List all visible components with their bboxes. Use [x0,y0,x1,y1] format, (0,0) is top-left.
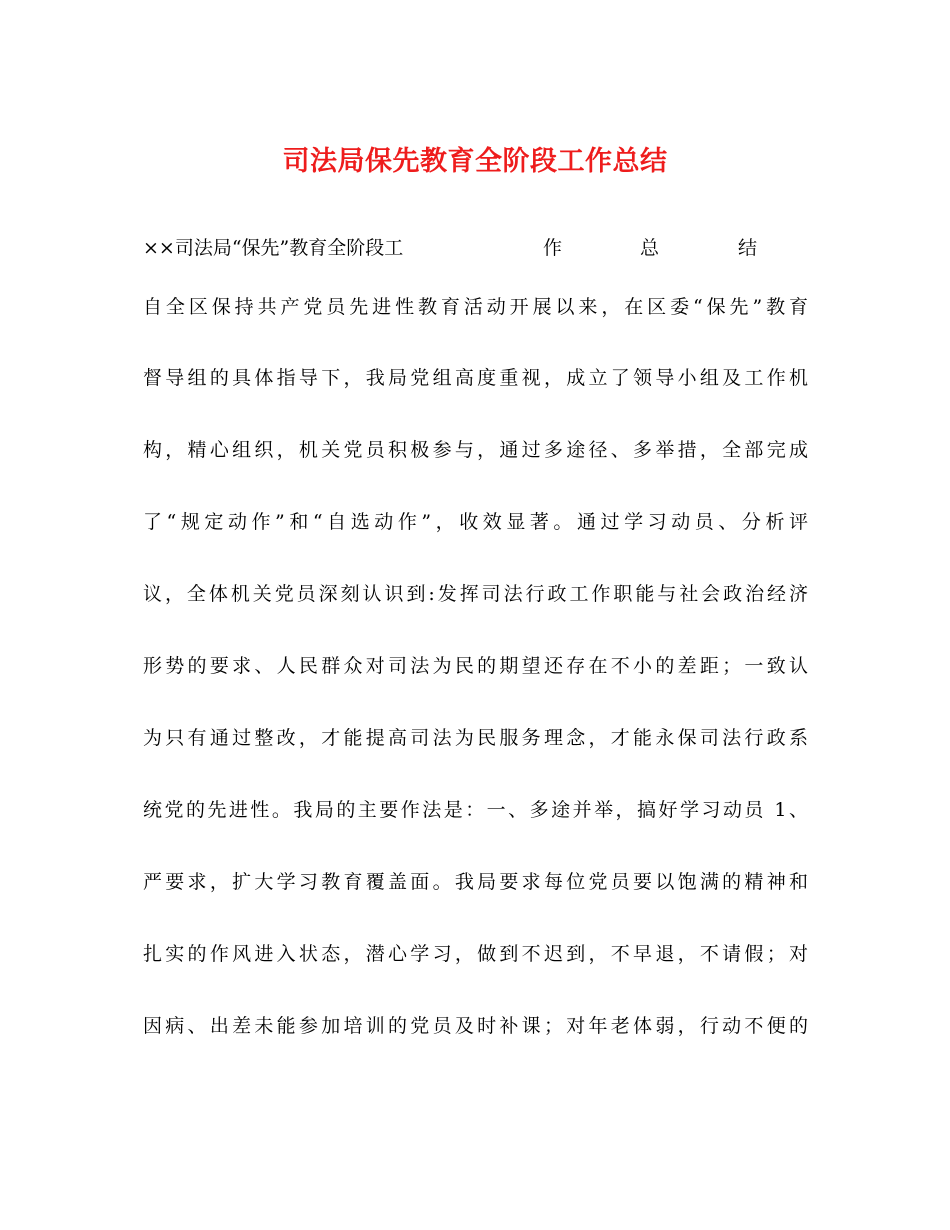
body-line: 自全区保持共产党员先进性教育活动开展以来，在区委“保先”教育 [143,296,808,318]
subtitle-char-3: 结 [738,237,758,259]
body-line: 为只有通过整改，才能提高司法为民服务理念，才能永保司法行政系 [143,727,808,749]
body-line: 扎实的作风进入状态，潜心学习，做到不迟到，不早退，不请假；对 [143,943,808,965]
body-line: 议，全体机关党员深刻认识到:发挥司法行政工作职能与社会政治经济 [143,583,808,605]
body-line: 严要求，扩大学习教育覆盖面。我局要求每位党员要以饱满的精神和 [143,871,808,893]
document-title: 司法局保先教育全阶段工作总结 [282,146,668,177]
body-line: 了“规定动作”和“自选动作”，收效显著。通过学习动员、分析评 [143,511,808,533]
body-line: 构，精心组织，机关党员积极参与，通过多途径、多举措，全部完成 [143,439,808,461]
body-line: 统党的先进性。我局的主要作法是：一、多途并举，搞好学习动员 1、 [143,799,808,821]
subtitle-char-1: 作 [543,237,563,259]
body-line: 督导组的具体指导下，我局党组高度重视，成立了领导小组及工作机 [143,367,808,389]
subtitle-lead: ××司法局“保先”教育全阶段工 [143,237,404,259]
subtitle-char-2: 总 [640,237,660,259]
body-line: 形势的要求、人民群众对司法为民的期望还存在不小的差距；一致认 [143,655,808,677]
body-line: 因病、出差未能参加培训的党员及时补课；对年老体弱，行动不便的 [143,1015,808,1037]
document-subtitle [143,233,813,263]
